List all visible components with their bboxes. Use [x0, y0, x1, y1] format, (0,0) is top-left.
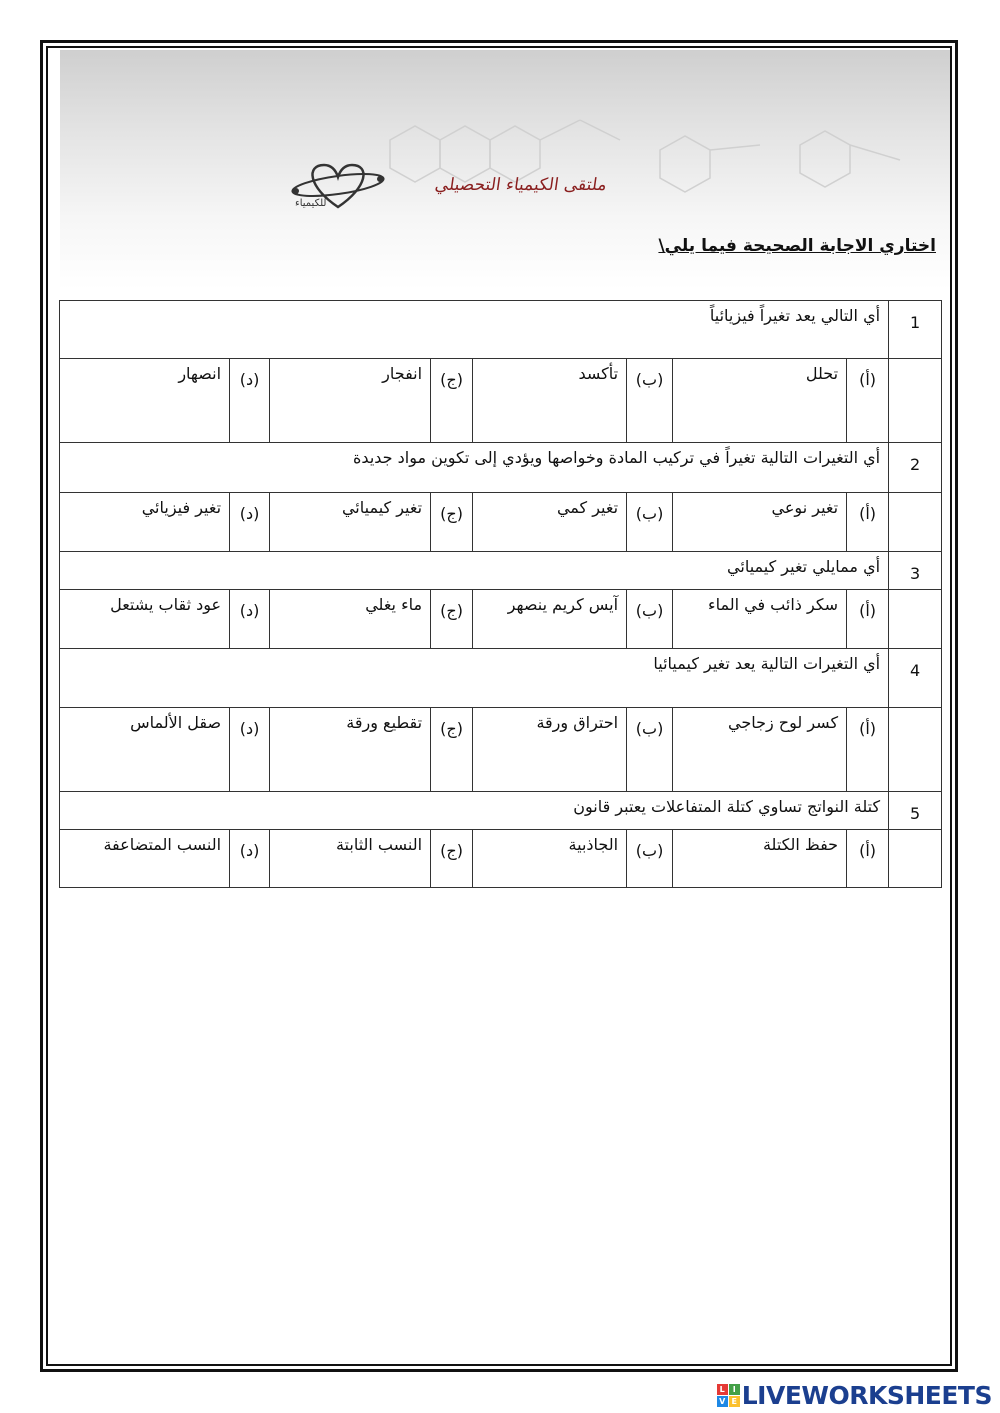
option-label: (ج): [431, 708, 473, 792]
options-spacer-cell: [889, 590, 942, 649]
question-row: [60, 443, 942, 493]
option-answer[interactable]: النسب الثابتة: [270, 830, 431, 888]
option-label: (ب): [627, 359, 673, 443]
question-text: أي التغيرات التالية تغيراً في تركيب المادة وخواصها ويؤدي إلى تكوين مواد جديدة: [60, 443, 889, 493]
option-answer[interactable]: حفظ الكتلة: [673, 830, 847, 888]
option-answer[interactable]: انصهار: [60, 359, 230, 443]
option-label: (أ): [847, 590, 889, 649]
option-label: (أ): [847, 708, 889, 792]
option-label: (د): [230, 830, 270, 888]
badge-letter: V: [717, 1396, 728, 1407]
option-answer[interactable]: الجاذبية: [473, 830, 627, 888]
option-answer[interactable]: النسب المتضاعفة: [60, 830, 230, 888]
options-spacer-cell: [889, 493, 942, 552]
option-answer[interactable]: صقل الألماس: [60, 708, 230, 792]
logo-subtitle: للكيمياء: [295, 198, 327, 209]
options-row: [60, 359, 942, 443]
question-number: 1: [889, 301, 942, 359]
question-number: 5: [889, 792, 942, 830]
option-label: (د): [230, 493, 270, 552]
liveworksheets-logo: [717, 1382, 992, 1408]
option-answer[interactable]: احتراق ورقة: [473, 708, 627, 792]
options-row: [60, 590, 942, 649]
option-answer[interactable]: عود ثقاب يشتعل: [60, 590, 230, 649]
option-answer[interactable]: آيس كريم ينصهر: [473, 590, 627, 649]
question-number: 2: [889, 443, 942, 493]
question-row: [60, 301, 942, 359]
option-label: (د): [230, 708, 270, 792]
option-label: (ب): [627, 590, 673, 649]
options-row: [60, 493, 942, 552]
question-text: كتلة النواتج تساوي كتلة المتفاعلات يعتبر قانون: [60, 792, 889, 830]
option-answer[interactable]: تأكسد: [473, 359, 627, 443]
option-label: (ب): [627, 493, 673, 552]
option-answer[interactable]: تغير كيميائي: [270, 493, 431, 552]
options-spacer-cell: [889, 359, 942, 443]
option-answer[interactable]: ماء يغلي: [270, 590, 431, 649]
options-row: [60, 708, 942, 792]
badge-letter: E: [729, 1396, 740, 1407]
question-row: [60, 649, 942, 708]
option-label: (ب): [627, 708, 673, 792]
badge-letter: I: [729, 1384, 740, 1395]
option-label: (ج): [431, 493, 473, 552]
options-spacer-cell: [889, 830, 942, 888]
option-answer[interactable]: تغير كمي: [473, 493, 627, 552]
option-label: (ج): [431, 590, 473, 649]
question-row: [60, 792, 942, 830]
quiz-table: [59, 300, 942, 888]
option-answer[interactable]: تقطيع ورقة: [270, 708, 431, 792]
option-answer[interactable]: تحلل: [673, 359, 847, 443]
question-number: 3: [889, 552, 942, 590]
option-label: (ج): [431, 830, 473, 888]
options-spacer-cell: [889, 708, 942, 792]
option-answer[interactable]: كسر لوح زجاجي: [673, 708, 847, 792]
option-answer[interactable]: سكر ذائب في الماء: [673, 590, 847, 649]
options-row: [60, 830, 942, 888]
liveworksheets-badge-icon: [717, 1384, 740, 1407]
question-text: أي التالي يعد تغيراً فيزيائياً: [60, 301, 889, 359]
option-label: (أ): [847, 830, 889, 888]
question-text: أي ممايلي تغير كيميائي: [60, 552, 889, 590]
badge-letter: L: [717, 1384, 728, 1395]
option-answer[interactable]: انفجار: [270, 359, 431, 443]
liveworksheets-brand: LIVEWORKSHEETS: [741, 1380, 992, 1410]
option-answer[interactable]: تغير فيزيائي: [60, 493, 230, 552]
option-label: (أ): [847, 493, 889, 552]
question-number: 4: [889, 649, 942, 708]
question-text: أي التغيرات التالية يعد تغير كيميائيا: [60, 649, 889, 708]
logo-title: ملتقى الكيمياء التحصيلي: [433, 175, 609, 195]
option-label: (د): [230, 590, 270, 649]
option-label: (أ): [847, 359, 889, 443]
option-label: (ب): [627, 830, 673, 888]
option-label: (ج): [431, 359, 473, 443]
instruction-heading: اختاري الاجابة الصحيحة فيما يلي\: [658, 236, 936, 256]
option-answer[interactable]: تغير نوعي: [673, 493, 847, 552]
question-row: [60, 552, 942, 590]
option-label: (د): [230, 359, 270, 443]
